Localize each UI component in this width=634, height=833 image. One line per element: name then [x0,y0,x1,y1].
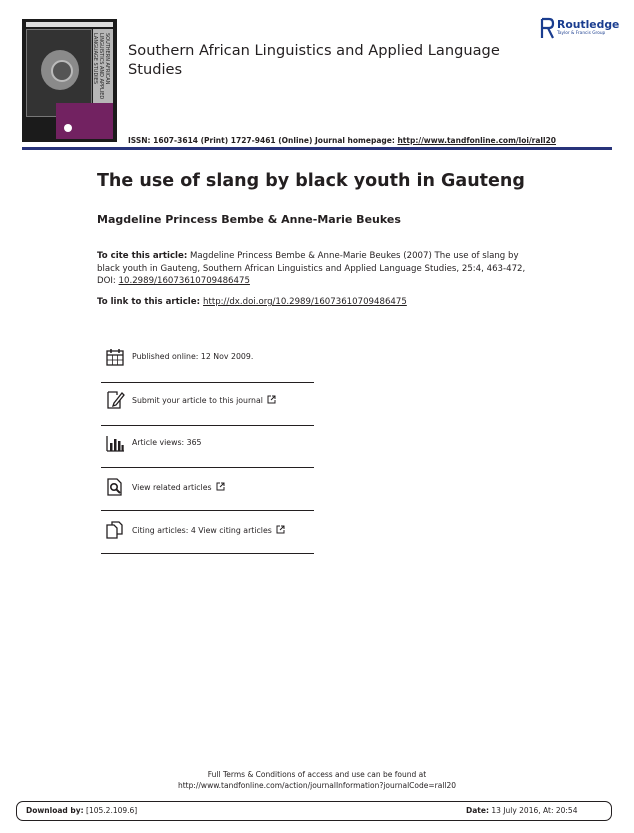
published-online-label: Published online: 12 Nov 2009. [132,352,254,361]
download-by [26,806,137,816]
date-label: Date: [466,806,489,815]
submit-article-label: Submit your article to this journal [132,396,263,405]
journal-cover-image [22,19,117,142]
download-value: [105.2.109.6] [83,806,138,815]
terms-notice [100,769,534,791]
article-authors: Magdeline Princess Bembe & Anne-Marie Beukes [97,213,401,226]
divider [101,467,314,468]
download-date [466,806,577,816]
terms-url-link[interactable]: http://www.tandfonline.com/action/journalInformation?journalCode=rall20 [177,781,457,790]
article-title: The use of slang by black youth in Gauteng [97,171,525,191]
citing-articles-item[interactable] [101,520,314,562]
link-label: To link to this article: [97,297,204,307]
edit-document-icon [105,390,125,410]
bar-chart-icon [105,433,125,453]
divider [101,510,314,511]
issn-line [128,136,556,146]
header-rule [22,147,612,150]
journal-title: Southern African Linguistics and Applied Language Studies [128,42,500,78]
citing-articles-label: Citing articles: 4 View citing articles [132,526,272,535]
external-link-icon [276,525,285,534]
terms-line: Full Terms & Conditions of access and use can be found at [207,770,427,779]
publisher-name: Routledge [557,18,620,31]
calendar-icon [105,347,125,367]
cite-label: To cite this article: [97,251,188,261]
article-views-item [101,433,314,475]
search-document-icon [105,477,125,497]
publisher-logo [541,18,620,42]
publisher-tagline: Taylor & Francis Group [557,31,606,36]
divider [101,553,314,554]
routledge-r-icon [541,18,554,39]
article-link-row [97,296,407,308]
divider [101,425,314,426]
journal-homepage-link[interactable]: http://www.tandfonline.com/loi/rall20 [397,136,557,145]
doi-link[interactable]: 10.2989/16073610709486475 [118,276,250,287]
cite-text: Magdeline Princess Bembe & Anne-Marie Beukes (2007) The use of slang by black youth in Gauteng, Southern African Linguistics and Applied Language Studies, 25:4, 463-472, DOI: [97,251,526,287]
download-info-box [16,801,612,821]
download-label: Download by: [26,806,84,815]
cover-masthead [26,22,113,27]
external-link-icon [216,482,225,491]
date-value: 13 July 2016, At: 20:54 [488,806,578,815]
cover-publisher-mark [64,124,72,132]
divider [101,382,314,383]
external-link-icon [267,395,276,404]
cover-purple-block [56,103,113,139]
related-articles-item[interactable] [101,477,314,519]
related-articles-label: View related articles [132,483,212,492]
citation-block [97,250,534,288]
copy-documents-icon [105,520,125,540]
article-views-label: Article views: 365 [132,438,202,447]
article-url-link[interactable]: http://dx.doi.org/10.2989/16073610709486475 [203,297,407,307]
cover-spine-text: SOUTHERN AFRICAN LINGUISTICS AND APPLIED LANGUAGE STUDIES [92,33,110,100]
issn-text: ISSN: 1607-3614 (Print) 1727-9461 (Online) Journal homepage: [128,136,398,145]
